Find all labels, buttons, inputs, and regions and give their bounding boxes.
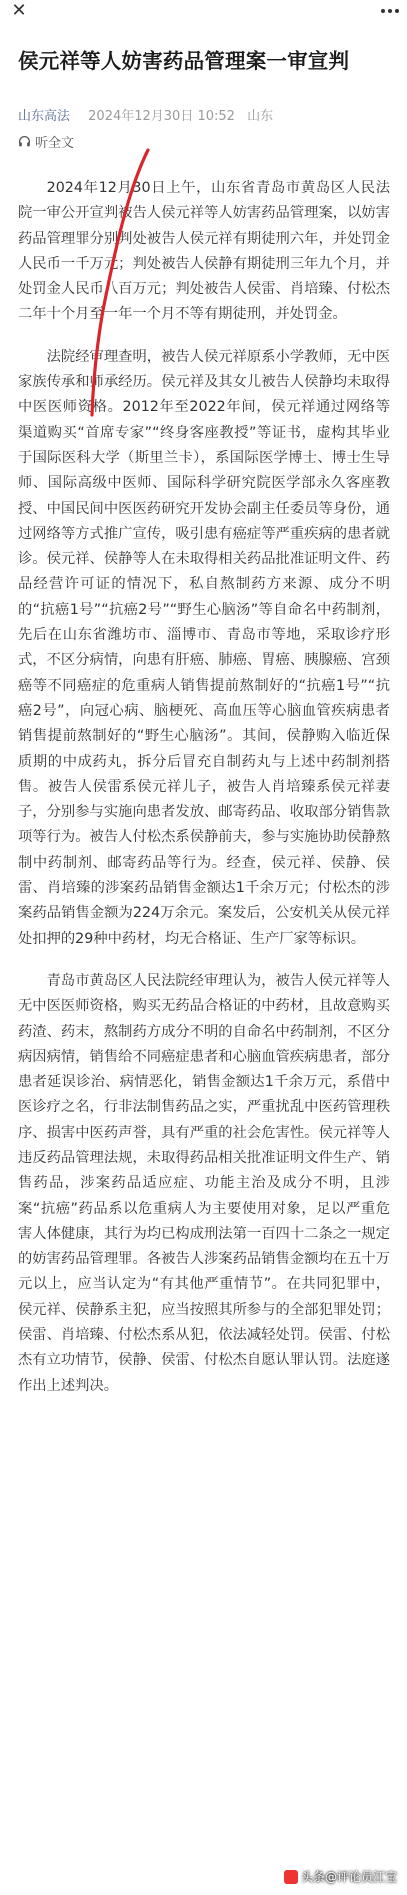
close-icon[interactable]: ✕ bbox=[11, 0, 27, 21]
headphones-icon bbox=[18, 135, 31, 148]
article-meta bbox=[18, 108, 273, 126]
listen-full-text-button[interactable] bbox=[18, 132, 74, 150]
article-body bbox=[18, 176, 390, 1416]
paragraph-facts: 法院经审理查明，被告人侯元祥原系小学教师，无中医家族传承和师承经历。侯元祥及其女儿被告人侯静均未取得中医医师资格。2012年至2022年间，侯元祥通过网络等渠道购买“首席专家”“终身客座教授”等证书，虚构其毕业于国际医科大学（斯里兰卡），系国际医学博士、博士生导师、国际高级中医师、国际科学研究院医学部永久客座教授、中国民间中医医药研究开发协会副主任委员等身份，通过网络等方式推广宣传，吸引患有癌症等严重疾病的患者就诊。侯元祥、侯静等人在未取得相关药品批准证明文件、药品经营许可证的情况下，私自熬制药方来源、成分不明的“抗癌1号”“抗癌2号”“野生心脑汤”等自命名中药制剂，先后在山东省潍坊市、淄博市、青岛市等地，采取诊疗形式，不区分病情，向患有肝癌、肺癌、胃癌、胰腺癌、宫颈癌等不同癌症的危重病人销售提前熬制好的“抗癌1号”“抗癌2号”，向冠心病、脑梗死、高血压等心脑血管疾病患者销售提前熬制好的“野生心脑汤”。其间，侯静购入临近保质期的中成药丸，拆分后冒充自制药丸与上述中药制剂搭售。被告人侯雷系侯元祥儿子，被告人肖培臻系侯元祥妻子，分别参与实施向患者发放、邮寄药品、收取部分销售款项等行为。被告人付松杰系侯静前夫，参与实施协助侯静熬制中药制剂、邮寄药品等行为。经查，侯元祥、侯静、侯雷、肖培臻的涉案药品销售金额达1千余万元；付松杰的涉案药品销售金额为224万余元。案发后，公安机关从侯元祥处扣押的29种中药材，均无合格证、生产厂家等标识。 bbox=[18, 348, 390, 947]
toutiao-logo-icon bbox=[284, 1870, 298, 1884]
source-account-link[interactable]: 山东高法 bbox=[18, 109, 71, 124]
watermark-text: 头条@评论员江宝 bbox=[300, 1870, 397, 1884]
paragraph-ruling: 青岛市黄岛区人民法院经审理认为，被告人侯元祥等人无中医医师资格，购买无药品合格证的中药材，且故意购买药渣、药末，熬制药方成分不明的自命名中药制剂，不区分病因病情，销售给不同癌症患者和心脑血管疾病患者，部分患者延误诊治、病情恶化，销售金额达1千余万元，系借中医诊疗之名，行非法制售药品之实，严重扰乱中医药管理秩序、损害中医药声誉，具有严重的社会危害性。侯元祥等人违反药品管理法规，未取得药品相关批准证明文件生产、销售药品，涉案药品适应症、功能主治及成分不明，且涉案“抗癌”药品系以危重病人为主要使用对象，足以严重危害人体健康，其行为均已构成刑法第一百四十二条之一规定的妨害药品管理罪。各被告人涉案药品销售金额均在五十万元以上，应当认定为“有其他严重情节”。在共同犯罪中，侯元祥、侯静系主犯，应当按照其所参与的全部犯罪处罚；侯雷、肖培臻、付松杰系从犯，依法减轻处罚。侯雷、付松杰有立功情节，侯静、侯雷、付松杰自愿认罪认罚。法庭遂作出上述判决。 bbox=[18, 972, 390, 1394]
top-bar bbox=[0, 0, 407, 24]
listen-label: 听全文 bbox=[35, 135, 75, 151]
article-title: 侯元祥等人妨害药品管理案一审宣判 bbox=[18, 49, 350, 73]
publish-location: 山东 bbox=[247, 109, 274, 124]
paragraph-verdict: 2024年12月30日上午，山东省青岛市黄岛区人民法院一审公开宣判被告人侯元祥等人妨害药品管理案，以妨害药品管理罪分别判处被告人侯元祥有期徒刑六年，并处罚金人民币一千万元；判处被告人侯静有期徒刑三年九个月，并处罚金人民币八百万元；判处被告人侯雷、肖培臻、付松杰二年十个月至一年一个月不等有期徒刑，并处罚金。 bbox=[18, 180, 390, 323]
more-horizontal-icon[interactable] bbox=[381, 0, 399, 22]
publish-time: 2024年12月30日 10:52 bbox=[88, 109, 235, 124]
watermark bbox=[284, 1868, 397, 1885]
